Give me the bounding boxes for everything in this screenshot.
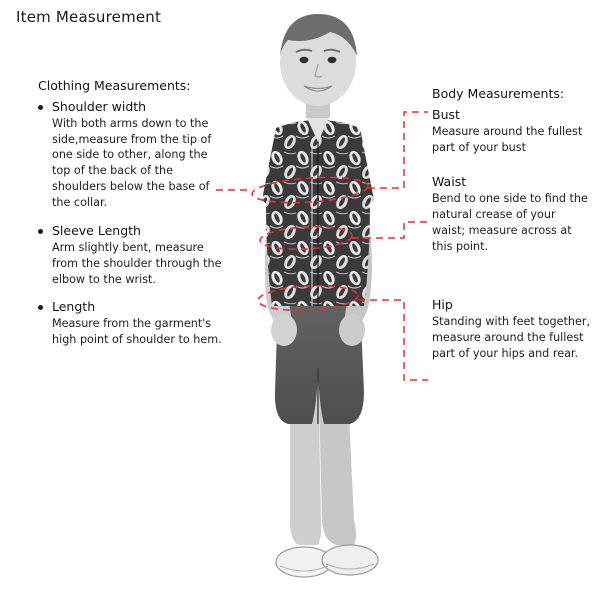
- length-description: Measure from the garment's high point of shoulder to hem.: [52, 317, 222, 346]
- bust-description: Measure around the fullest part of your bust: [432, 125, 583, 155]
- shoulder-width-description: With both arms down to the side,measure from the tip of one side to other, along the top of the back of the shoulders below the base of the collar.: [52, 116, 212, 210]
- bust-label: Bust: [432, 107, 460, 122]
- length-label: Length: [52, 299, 96, 315]
- body-measurements-heading: Body Measurements:: [432, 86, 565, 101]
- hip-label: Hip: [432, 296, 453, 312]
- model-figure-photo: [218, 0, 418, 600]
- bullet-icon: [38, 105, 43, 110]
- clothing-measurements-heading: Clothing Measurements:: [38, 78, 191, 93]
- sleeve-length-description: Arm slightly bent, measure from the shoulder through the elbow to the wrist.: [52, 240, 222, 286]
- list-item-length: [38, 299, 222, 347]
- sleeve-length-label: Sleeve Length: [52, 223, 141, 239]
- list-item-bust: [432, 107, 592, 156]
- list-item-shoulder-width: [38, 99, 222, 211]
- waist-label: Waist: [432, 174, 467, 190]
- list-item-sleeve-length: [38, 223, 222, 287]
- hip-description: Standing with feet together, measure around the fullest part of your hips and rear.: [432, 315, 591, 360]
- page-title: Item Measurement: [16, 8, 162, 26]
- model-figure-svg: [218, 0, 418, 600]
- shoulder-width-label: Shoulder width: [52, 99, 147, 114]
- list-item-waist: [432, 174, 592, 255]
- body-measurements-panel: [432, 86, 592, 372]
- waist-description: Bend to one side to find the natural crease of your waist; measure across at this point.: [432, 192, 588, 254]
- clothing-measurements-panel: [38, 78, 222, 360]
- list-item-hip: [432, 297, 592, 362]
